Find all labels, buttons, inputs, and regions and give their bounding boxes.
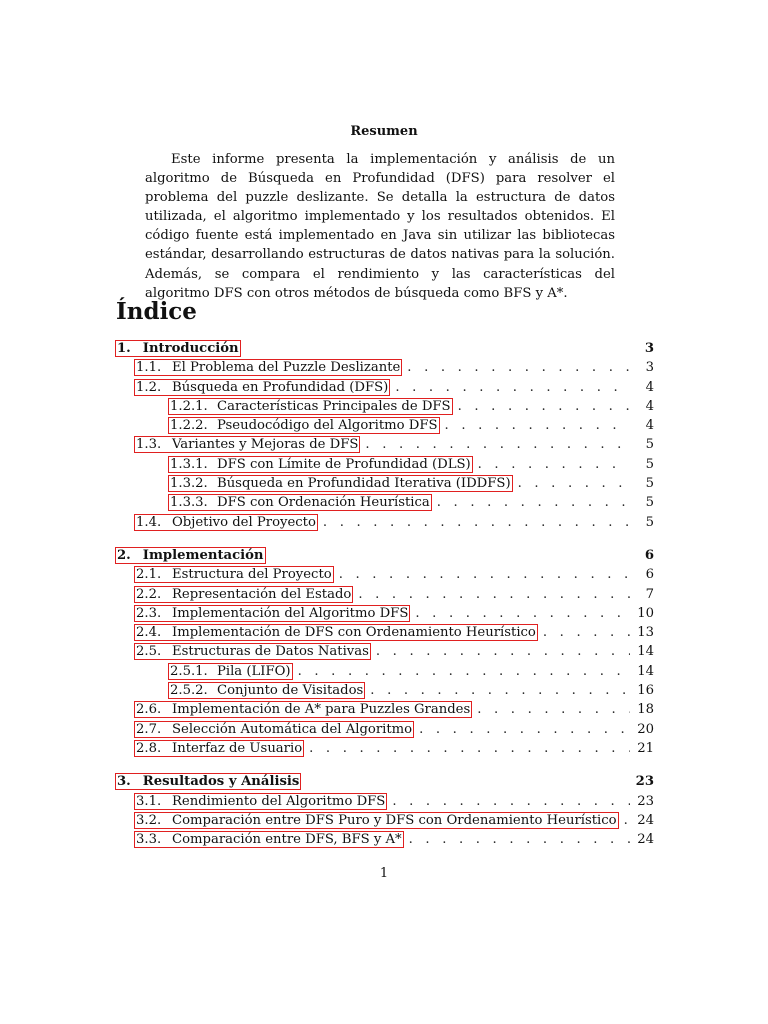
toc-item-number: 1.3.2. bbox=[170, 476, 208, 492]
toc-item-row bbox=[116, 399, 654, 418]
toc-item-link[interactable] bbox=[169, 495, 431, 510]
toc-item-number: 3.2. bbox=[136, 812, 162, 828]
toc-item-page: 13 bbox=[637, 625, 654, 641]
toc-item-number: 1.1. bbox=[136, 360, 162, 376]
toc-item-label: Objetivo del Proyecto bbox=[172, 514, 316, 530]
toc-item-number: 1.2.2. bbox=[170, 418, 208, 434]
toc-item-row bbox=[116, 722, 654, 741]
toc-section-row bbox=[116, 548, 654, 567]
toc-section-number: 1. bbox=[117, 341, 131, 356]
toc-item-row bbox=[116, 702, 654, 721]
toc-item-label: Implementación de A* para Puzzles Grandes bbox=[172, 702, 471, 718]
toc-item-link[interactable] bbox=[169, 399, 452, 414]
toc-item-label: DFS con Límite de Profundidad (DLS) bbox=[217, 456, 471, 472]
toc-leader-dots bbox=[458, 399, 630, 414]
toc-leader-dots bbox=[323, 515, 630, 530]
toc-item-page: 20 bbox=[637, 721, 654, 737]
toc-item-row bbox=[116, 832, 654, 851]
toc-item-page: 14 bbox=[637, 644, 654, 660]
toc-item-link[interactable] bbox=[135, 437, 359, 452]
toc-leader-dots bbox=[478, 457, 630, 472]
toc-item-number: 2.1. bbox=[136, 567, 162, 583]
toc-item-number: 3.3. bbox=[136, 832, 162, 848]
toc-item-page: 5 bbox=[645, 495, 654, 511]
toc-item-number: 2.6. bbox=[136, 702, 162, 718]
toc-item-link[interactable] bbox=[169, 457, 472, 472]
toc-item-label: Búsqueda en Profundidad Iterativa (IDDFS) bbox=[217, 476, 511, 492]
toc-section-link[interactable] bbox=[116, 548, 265, 563]
toc-section-number: 2. bbox=[117, 547, 131, 563]
toc-item-label: Rendimiento del Algoritmo DFS bbox=[172, 793, 386, 809]
toc-item-page: 5 bbox=[645, 456, 654, 472]
toc-leader-dots bbox=[376, 644, 630, 659]
toc-item-link[interactable] bbox=[135, 741, 303, 756]
toc-item-label: Interfaz de Usuario bbox=[172, 740, 303, 756]
toc-item-link[interactable] bbox=[135, 380, 389, 395]
toc-leader-dots bbox=[518, 476, 630, 491]
toc-item-page: 5 bbox=[645, 514, 654, 530]
toc-item-number: 2.4. bbox=[136, 625, 162, 641]
toc-item-number: 1.3.1. bbox=[170, 456, 208, 472]
toc-item-link[interactable] bbox=[135, 813, 618, 828]
toc-item-link[interactable] bbox=[169, 418, 439, 433]
toc-item-page: 24 bbox=[637, 832, 654, 848]
toc-item-label: Pseudocódigo del Algoritmo DFS bbox=[217, 418, 438, 434]
toc-item-page: 16 bbox=[637, 683, 654, 699]
toc-item-link[interactable] bbox=[135, 794, 386, 809]
page-number: 1 bbox=[379, 866, 389, 881]
toc-item-label: Variantes y Mejoras de DFS bbox=[172, 437, 359, 453]
toc-leader-dots bbox=[298, 664, 630, 679]
toc-leader-dots bbox=[543, 625, 630, 640]
toc-item-label: Pila (LIFO) bbox=[217, 663, 291, 679]
toc-title: Índice bbox=[116, 298, 197, 325]
toc-item-row bbox=[116, 644, 654, 663]
toc-item-label: Selección Automática del Algoritmo bbox=[172, 721, 413, 737]
toc-item-row bbox=[116, 741, 654, 760]
toc-item-link[interactable] bbox=[135, 567, 333, 582]
toc-item-label: Estructura del Proyecto bbox=[172, 567, 332, 583]
toc-section-page: 6 bbox=[644, 547, 654, 563]
toc-item-link[interactable] bbox=[135, 515, 317, 530]
toc-item-label: Implementación del Algoritmo DFS bbox=[172, 605, 409, 621]
toc-item-row bbox=[116, 664, 654, 683]
toc-item-number: 1.3.3. bbox=[170, 495, 208, 511]
toc-item-number: 2.5. bbox=[136, 644, 162, 660]
toc-item-page: 21 bbox=[637, 740, 654, 756]
toc-section-number: 3. bbox=[117, 774, 131, 790]
toc-item-row bbox=[116, 683, 654, 702]
toc-section-row bbox=[116, 774, 654, 793]
toc-item-number: 1.2. bbox=[136, 379, 162, 395]
toc-leader-dots bbox=[365, 437, 630, 452]
toc-item-row bbox=[116, 476, 654, 495]
toc-section-link[interactable] bbox=[116, 774, 300, 789]
toc-section-page: 3 bbox=[644, 341, 654, 356]
toc-section-page: 23 bbox=[635, 774, 654, 790]
toc-item-page: 4 bbox=[645, 418, 654, 434]
toc-item-page: 7 bbox=[645, 586, 654, 602]
toc-item-label: El Problema del Puzzle Deslizante bbox=[172, 360, 401, 376]
toc-leader-dots bbox=[339, 567, 630, 582]
toc-item-page: 10 bbox=[637, 605, 654, 621]
toc-item-label: Comparación entre DFS, BFS y A* bbox=[172, 832, 402, 848]
toc-item-link[interactable] bbox=[169, 476, 512, 491]
toc-item-link[interactable] bbox=[135, 644, 370, 659]
toc-leader-dots bbox=[392, 794, 630, 809]
toc-item-page: 5 bbox=[645, 437, 654, 453]
toc-item-link[interactable] bbox=[135, 587, 352, 602]
toc-item-page: 6 bbox=[645, 567, 654, 583]
toc-item-number: 2.5.2. bbox=[170, 683, 208, 699]
toc-leader-dots bbox=[370, 683, 630, 698]
toc-item-number: 2.8. bbox=[136, 740, 162, 756]
toc-leader-dots bbox=[445, 418, 630, 433]
toc-leader-dots bbox=[624, 813, 630, 828]
toc-item-number: 1.2.1. bbox=[170, 398, 208, 414]
toc-item-row bbox=[116, 457, 654, 476]
toc-item-label: Búsqueda en Profundidad (DFS) bbox=[172, 379, 389, 395]
toc-item-link[interactable] bbox=[135, 722, 413, 737]
toc-section-label: Introducción bbox=[142, 341, 239, 356]
toc-item-row bbox=[116, 360, 654, 379]
toc-item-label: Implementación de DFS con Ordenamiento Heurístico bbox=[172, 625, 536, 641]
toc-item-number: 1.4. bbox=[136, 514, 162, 530]
toc-section-label: Implementación bbox=[142, 547, 264, 563]
toc-item-number: 2.2. bbox=[136, 586, 162, 602]
toc-leader-dots bbox=[437, 495, 630, 510]
toc-item-row bbox=[116, 606, 654, 625]
abstract-text: Este informe presenta la implementación y análisis de un algoritmo de Búsqueda en Profundidad (DFS) para resolver el problema del puzzle deslizante. Se detalla la estructura de datos utilizada, el algoritmo implementado y los resultados obtenidos. El código fuente está implementado en Java sin utilizar las bibliotecas estándar, desarrollando estructuras de datos nativas para la solución. Además, se compara el rendimiento y las características del algoritmo DFS con otros métodos de búsqueda como BFS y A*. bbox=[145, 152, 615, 301]
toc-leader-dots bbox=[477, 702, 630, 717]
toc-item-row bbox=[116, 587, 654, 606]
toc-item-link[interactable] bbox=[169, 664, 292, 679]
toc-item-row bbox=[116, 625, 654, 644]
toc-section-row bbox=[116, 341, 654, 360]
toc-item-number: 2.5.1. bbox=[170, 663, 208, 679]
toc-item-page: 23 bbox=[637, 793, 654, 809]
toc-item-row bbox=[116, 495, 654, 514]
toc-leader-dots bbox=[415, 606, 630, 621]
toc-section-link[interactable] bbox=[116, 341, 240, 356]
toc-item-row bbox=[116, 515, 654, 534]
toc-item-number: 2.7. bbox=[136, 721, 162, 737]
toc-item-page: 4 bbox=[645, 379, 654, 395]
toc-item-label: DFS con Ordenación Heurística bbox=[217, 495, 430, 511]
toc-item-page: 24 bbox=[637, 812, 654, 828]
toc-item-row bbox=[116, 418, 654, 437]
toc-item-link[interactable] bbox=[135, 360, 401, 375]
toc-item-number: 1.3. bbox=[136, 437, 162, 453]
toc-leader-dots bbox=[407, 360, 630, 375]
toc-item-page: 4 bbox=[645, 398, 654, 414]
toc-item-label: Características Principales de DFS bbox=[217, 398, 451, 414]
toc-item-link[interactable] bbox=[135, 625, 537, 640]
toc-leader-dots bbox=[395, 380, 630, 395]
toc-item-row bbox=[116, 437, 654, 456]
toc-item-number: 3.1. bbox=[136, 793, 162, 809]
toc-leader-dots bbox=[358, 587, 630, 602]
toc-leader-dots bbox=[409, 832, 630, 847]
toc-item-link[interactable] bbox=[169, 683, 364, 698]
toc-item-row bbox=[116, 380, 654, 399]
table-of-contents bbox=[116, 341, 654, 851]
toc-item-page: 18 bbox=[637, 702, 654, 718]
toc-item-label: Representación del Estado bbox=[172, 586, 352, 602]
toc-item-label: Conjunto de Visitados bbox=[217, 683, 364, 699]
toc-item-page: 14 bbox=[637, 663, 654, 679]
toc-item-number: 2.3. bbox=[136, 605, 162, 621]
toc-item-page: 5 bbox=[645, 476, 654, 492]
toc-item-link[interactable] bbox=[135, 606, 409, 621]
toc-item-label: Estructuras de Datos Nativas bbox=[172, 644, 369, 660]
toc-item-page: 3 bbox=[645, 360, 654, 376]
toc-item-row bbox=[116, 813, 654, 832]
toc-item-link[interactable] bbox=[135, 832, 403, 847]
toc-leader-dots bbox=[419, 722, 630, 737]
toc-item-row bbox=[116, 567, 654, 586]
toc-item-label: Comparación entre DFS Puro y DFS con Ordenamiento Heurístico bbox=[172, 812, 617, 828]
toc-item-row bbox=[116, 794, 654, 813]
abstract-title: Resumen bbox=[350, 124, 418, 139]
toc-leader-dots bbox=[309, 741, 630, 756]
toc-section-label: Resultados y Análisis bbox=[142, 774, 300, 790]
toc-item-link[interactable] bbox=[135, 702, 471, 717]
